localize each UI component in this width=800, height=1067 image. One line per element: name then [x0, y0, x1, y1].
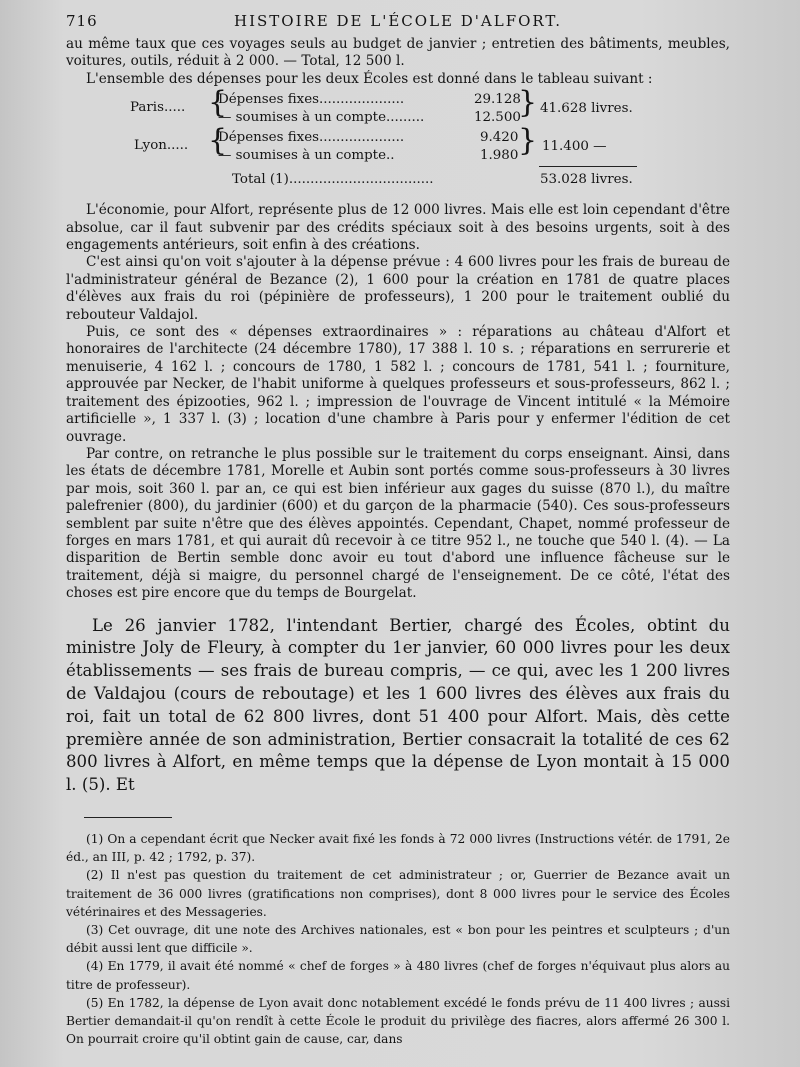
body-text-mid — [66, 202, 730, 602]
footnote: (5) En 1782, la dépense de Lyon avait donc notablement excédé le fonds prévu de 11 400 livres ; aussi Bertier demandait-il qu'on rendît à cette École le produit du privilège des fiacres, alors affermé 26 300 l. On pourrait croire qu'il obtint gain de cause, car, dans — [66, 995, 730, 1047]
table-total-label: Total (1).................................. — [232, 172, 434, 188]
footnotes — [66, 830, 730, 1048]
paragraph: C'est ainsi qu'on voit s'ajouter à la dépense prévue : 4 600 livres pour les frais de bureau de l'administrateur général de Bezance (2), 1 600 pour la création en 1781 de quatre places d'élèves aux frais du roi (pépinière de professeurs), 1 200 pour le traitement oublié du rebouteur Valdajol. — [66, 254, 730, 323]
table-label-paris: Paris..... — [130, 100, 186, 116]
brace-left-lyon: { — [208, 123, 228, 159]
body-text-top — [66, 36, 730, 88]
paragraph: Puis, ce sont des « dépenses extraordinaires » : réparations au château d'Alfort et honoraires de l'architecte (24 décembre 1780), 17 388 l. 10 s. ; réparations en serrurerie et menuiserie, 4 162 l. ; concours de 1780, 1 582 l. ; concours de 1781, 541 l. ; fourniture, approuvée par Necker, de l'habit uniforme à quelques professeurs et sous-professeurs, 862 l. ; traitement des épizooties, 962 l. ; impression de l'ouvrage de Vincent intitulé « la Mémoire artificielle », 1 337 l. (3) ; location d'une chambre à Paris pour y enfermer l'édition de cet ouvrage. — [66, 324, 730, 445]
table-total-value: 53.028 livres. — [540, 172, 633, 188]
table-row-label: — soumises à un compte......... — [218, 110, 425, 126]
table-subtotal: 11.400 — — [542, 139, 607, 155]
body-text-large — [66, 615, 730, 797]
footnote: (3) Cet ouvrage, dit une note des Archives nationales, est « bon pour les peintres et sculpteurs ; d'un débit aussi lent que difficile ». — [66, 922, 730, 956]
page-number: 716 — [66, 12, 98, 30]
table-row-label: — soumises à un compte.. — [218, 148, 395, 164]
paragraph: L'économie, pour Alfort, représente plus de 12 000 livres. Mais elle est loin cependant d'être absolue, car il faut subvenir par des crédits spéciaux soit à des besoins urgents, soit à des engagements antérieurs, soit enfin à des créations. — [66, 202, 730, 254]
expense-table — [66, 85, 730, 202]
table-row-label: Dépenses fixes.................... — [218, 92, 405, 108]
table-row-value: 29.128 — [474, 92, 521, 108]
footnote: (2) Il n'est pas question du traitement de cet administrateur ; or, Guerrier de Bezance avait un traitement de 36 000 livres (gratifications non comprises), dont 8 000 livres pour le service des Écoles vétérinaires et des Messageries. — [66, 868, 730, 919]
footnote: (4) En 1779, il avait été nommé « chef de forges » à 480 livres (chef de forges n'équivaut plus alors au titre de professeur). — [66, 959, 730, 992]
table-row-value: 12.500 — [474, 110, 521, 126]
brace-right-lyon: } — [518, 123, 538, 159]
footnote: (1) On a cependant écrit que Necker avait fixé les fonds à 72 000 livres (Instructions vétér. de 1791, 2e éd., an III, p. 42 ; 1792, p. 37). — [66, 831, 730, 865]
brace-left-paris: { — [208, 85, 228, 121]
table-label-lyon: Lyon..... — [134, 138, 189, 154]
running-title: HISTOIRE DE L'ÉCOLE D'ALFORT. — [234, 12, 562, 30]
footnote-separator — [84, 817, 172, 818]
table-row-value: 9.420 — [480, 130, 519, 146]
brace-right-paris: } — [518, 85, 538, 121]
paragraph-large: Le 26 janvier 1782, l'intendant Bertier, chargé des Écoles, obtint du ministre Joly de Fleury, à compter du 1er janvier, 60 000 livres pour les deux établissements — ses frais de bureau compris, — ce qui, avec les 1 200 livres de Valdajou (cours de reboutage) et les 1 600 livres des élèves aux frais du roi, fait un total de 62 800 livres, dont 51 400 pour Alfort. Mais, dès cette première année de son administration, Bertier consacrait la totalité de ces 62 800 livres à Alfort, en même temps que la dépense de Lyon montait à 15 000 l. (5). Et — [66, 615, 730, 795]
table-subtotal: 41.628 livres. — [540, 101, 633, 117]
sum-rule — [539, 166, 637, 167]
paragraph: L'ensemble des dépenses pour les deux Écoles est donné dans le tableau suivant : — [86, 70, 653, 87]
paragraph: Par contre, on retranche le plus possible sur le traitement du corps enseignant. Ainsi, dans les états de décembre 1781, Morelle et Aubin sont portés comme sous-professeurs à 30 livres par mois, soit 360 l. par an, ce qui est bien inférieur aux gages du suisse (870 l.), du maître palefrenier (800), du jardinier (600) et du garçon de la pharmacie (540). Ces sous-professeurs semblent par suite n'être que des élèves appointés. Cependant, Chapet, nommé professeur de forges en mars 1781, et qui aurait dû recevoir à ce titre 952 l., ne touche que 540 l. (4). — La disparition de Bertin semble donc avoir eu tout d'abord une influence fâcheuse sur le traitement, déjà si maigre, du personnel chargé de l'enseignement. De ce côté, l'état des choses est pire encore que du temps de Bourgelat. — [66, 445, 730, 602]
running-header — [66, 12, 730, 36]
paragraph: au même taux que ces voyages seuls au budget de janvier ; entretien des bâtiments, meubles, voitures, outils, réduit à 2 000. — Total, 12 500 l. — [66, 36, 730, 70]
table-row-label: Dépenses fixes.................... — [218, 130, 405, 146]
table-row-value: 1.980 — [480, 148, 519, 164]
